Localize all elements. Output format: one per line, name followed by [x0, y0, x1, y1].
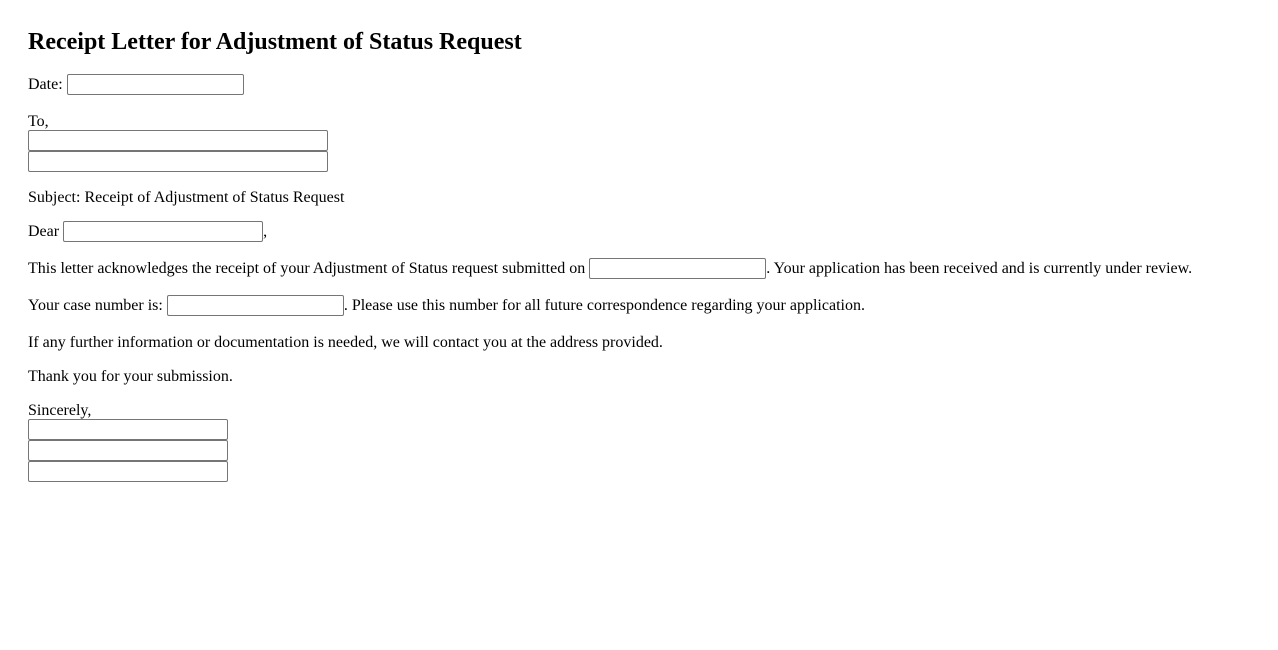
acknowledgement-text-before: This letter acknowledges the receipt of your Adjustment of Status request submitted on: [28, 260, 586, 278]
to-label: To,: [28, 113, 49, 130]
recipient-name-input[interactable]: [63, 221, 263, 242]
case-number-input[interactable]: [167, 295, 344, 316]
further-info-paragraph: If any further information or documentation is needed, we will contact you at the address provided.: [28, 334, 663, 351]
recipient-block: [28, 112, 328, 172]
closing-label: Sincerely,: [28, 402, 92, 419]
case-number-text-after: . Please use this number for all future correspondence regarding your application.: [343, 297, 865, 315]
case-number-label: Your case number is:: [28, 297, 163, 315]
greeting-suffix: ,: [263, 223, 268, 241]
recipient-line-1-input[interactable]: [28, 130, 328, 151]
acknowledgement-text-after: . Your application has been received and is currently under review.: [766, 260, 1193, 278]
case-number-paragraph: [28, 296, 865, 317]
date-label: Date:: [28, 76, 63, 94]
page-title: Receipt Letter for Adjustment of Status Request: [28, 29, 522, 55]
signature-line-3-input[interactable]: [28, 461, 228, 482]
greeting-prefix: Dear: [28, 223, 60, 241]
date-row: [28, 75, 244, 96]
signature-line-2-input[interactable]: [28, 440, 228, 461]
subject-line: Subject: Receipt of Adjustment of Status Request: [28, 189, 345, 206]
closing-block: [28, 401, 228, 482]
recipient-line-2-input[interactable]: [28, 151, 328, 172]
acknowledgement-paragraph: [28, 259, 1192, 280]
greeting-row: [28, 222, 267, 243]
submission-date-input[interactable]: [589, 258, 766, 279]
signature-line-1-input[interactable]: [28, 419, 228, 440]
thanks-paragraph: Thank you for your submission.: [28, 368, 233, 385]
date-input[interactable]: [67, 74, 244, 95]
